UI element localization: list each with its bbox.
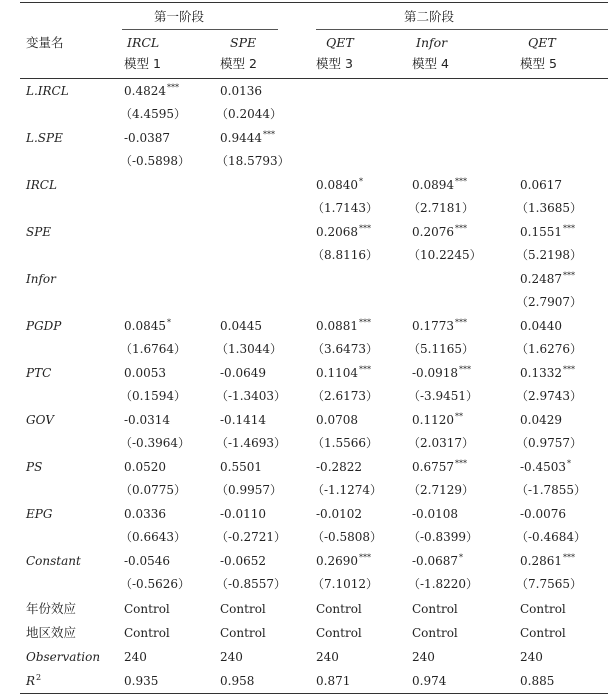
coefficient-cell: [316, 366, 371, 380]
coefficient-cell: [412, 178, 467, 192]
significance-stars: ***: [455, 177, 467, 186]
footer-row-label-text: 地区效应: [26, 625, 77, 640]
coefficient-cell: [520, 178, 562, 192]
coefficient-cell: [220, 366, 266, 380]
footer-row-label-text: 年份效应: [26, 601, 77, 616]
coefficient-value: 0.0845: [124, 319, 166, 333]
row-label: PS: [26, 460, 43, 474]
coefficient-value: 0.0617: [520, 178, 562, 192]
significance-stars: *: [459, 553, 464, 562]
t-stat-cell: （1.3685）: [516, 201, 582, 215]
coefficient-cell: [412, 413, 463, 427]
coefficient-value: -0.0314: [124, 413, 171, 427]
coefficient-cell: [220, 460, 262, 474]
footer-value-cell: Control: [412, 602, 458, 616]
row-label: Infor: [26, 272, 56, 286]
footer-value-cell: 240: [520, 650, 543, 664]
footer-value-cell: Control: [412, 626, 458, 640]
significance-stars: **: [455, 412, 463, 421]
coefficient-value: 0.1104: [316, 366, 358, 380]
t-stat-cell: （-3.9451）: [408, 389, 479, 403]
t-stat-cell: （7.1012）: [312, 577, 378, 591]
coefficient-cell: [412, 366, 471, 380]
footer-value-cell: Control: [220, 626, 266, 640]
significance-stars: ***: [455, 459, 467, 468]
dependent-var-header: SPE: [230, 35, 257, 50]
header-rule: [20, 78, 608, 79]
coefficient-value: -0.0108: [412, 507, 459, 521]
coefficient-cell: [520, 507, 566, 521]
t-stat-cell: （-0.2721）: [216, 530, 287, 544]
footer-value-cell: Control: [124, 602, 170, 616]
footer-row-label-text: R: [26, 674, 36, 688]
t-stat-cell: （0.2044）: [216, 107, 282, 121]
stage-second-underline: [316, 29, 608, 30]
t-stat-cell: （-0.3964）: [120, 436, 191, 450]
significance-stars: ***: [167, 83, 179, 92]
coefficient-value: -0.0076: [520, 507, 567, 521]
coefficient-value: 0.0336: [124, 507, 166, 521]
footer-value-cell: Control: [316, 602, 362, 616]
coefficient-value: -0.0649: [220, 366, 267, 380]
row-label: PGDP: [26, 319, 62, 333]
model-header: 模型 4: [412, 56, 449, 71]
coefficient-value: 0.0708: [316, 413, 358, 427]
t-stat-cell: （10.2245）: [408, 248, 482, 262]
dependent-var-header: QET: [528, 35, 556, 50]
row-label: PTC: [26, 366, 52, 380]
coefficient-cell: [124, 366, 166, 380]
footer-value-cell: 240: [316, 650, 339, 664]
row-label: GOV: [26, 413, 54, 427]
footer-value-cell: 0.974: [412, 674, 447, 688]
model-header: 模型 2: [220, 56, 257, 71]
coefficient-cell: [520, 272, 575, 286]
coefficient-value: 0.0894: [412, 178, 454, 192]
coefficient-cell: [220, 507, 266, 521]
row-label: EPG: [26, 507, 53, 521]
t-stat-cell: （-1.7855）: [516, 483, 587, 497]
t-stat-cell: （1.6764）: [120, 342, 186, 356]
t-stat-cell: （0.9757）: [516, 436, 582, 450]
coefficient-value: 0.1332: [520, 366, 562, 380]
coefficient-value: 0.1551: [520, 225, 562, 239]
footer-row-label-text: Observation: [26, 650, 101, 664]
coefficient-value: -0.1414: [220, 413, 267, 427]
stage-first-underline: [122, 29, 278, 30]
coefficient-value: 0.2690: [316, 554, 358, 568]
t-stat-cell: （-1.1274）: [312, 483, 383, 497]
coefficient-value: 0.0445: [220, 319, 262, 333]
significance-stars: ***: [263, 130, 275, 139]
footer-row-label: [26, 674, 41, 688]
t-stat-cell: （-0.5626）: [120, 577, 191, 591]
coefficient-value: -0.0652: [220, 554, 267, 568]
coefficient-cell: [220, 84, 262, 98]
row-label: SPE: [26, 225, 52, 239]
significance-stars: *: [167, 318, 171, 327]
footer-value-cell: Control: [220, 602, 266, 616]
coefficient-value: 0.2487: [520, 272, 562, 286]
t-stat-cell: （0.9957）: [216, 483, 282, 497]
coefficient-cell: [124, 131, 170, 145]
coefficient-value: -0.2822: [316, 460, 363, 474]
footer-value-cell: Control: [316, 626, 362, 640]
t-stat-cell: （1.7143）: [312, 201, 378, 215]
coefficient-cell: [220, 554, 266, 568]
t-stat-cell: （-1.4693）: [216, 436, 287, 450]
coefficient-cell: [124, 507, 166, 521]
significance-stars: ***: [455, 318, 467, 327]
t-stat-cell: （2.7907）: [516, 295, 582, 309]
coefficient-value: 0.1773: [412, 319, 454, 333]
coefficient-value: 0.5501: [220, 460, 262, 474]
significance-stars: ***: [359, 318, 371, 327]
coefficient-value: -0.4503: [520, 460, 567, 474]
coefficient-value: -0.0687: [412, 554, 459, 568]
significance-stars: ***: [359, 553, 371, 562]
significance-stars: ***: [459, 365, 472, 374]
table-top-rule: [20, 2, 608, 3]
footer-row-label: [26, 650, 100, 664]
t-stat-cell: （-0.8399）: [408, 530, 479, 544]
footer-row-label: [26, 602, 76, 616]
footer-value-cell: Control: [124, 626, 170, 640]
coefficient-value: 0.2861: [520, 554, 562, 568]
t-stat-cell: （18.5793）: [216, 154, 290, 168]
significance-stars: ***: [455, 224, 467, 233]
coefficient-cell: [316, 507, 362, 521]
t-stat-cell: （-0.8557）: [216, 577, 287, 591]
t-stat-cell: （3.6473）: [312, 342, 378, 356]
t-stat-cell: （0.6643）: [120, 530, 186, 544]
coefficient-cell: [316, 225, 371, 239]
coefficient-value: 0.0136: [220, 84, 262, 98]
coefficient-value: 0.0840: [316, 178, 358, 192]
footer-value-cell: Control: [520, 602, 566, 616]
t-stat-cell: （1.6276）: [516, 342, 582, 356]
coefficient-value: 0.0053: [124, 366, 166, 380]
coefficient-cell: [316, 178, 363, 192]
footer-value-cell: 240: [412, 650, 435, 664]
coefficient-cell: [412, 225, 467, 239]
model-header: 模型 3: [316, 56, 353, 71]
t-stat-cell: （0.0775）: [120, 483, 186, 497]
coefficient-value: 0.9444: [220, 131, 262, 145]
footer-row-label-sup: 2: [36, 673, 42, 682]
significance-stars: ***: [359, 365, 371, 374]
coefficient-value: -0.0102: [316, 507, 363, 521]
significance-stars: ***: [563, 224, 575, 233]
t-stat-cell: （1.5566）: [312, 436, 378, 450]
footer-row-label: [26, 626, 76, 640]
dependent-var-header: QET: [326, 35, 354, 50]
coefficient-value: 0.6757: [412, 460, 454, 474]
coefficient-value: -0.0110: [220, 507, 267, 521]
t-stat-cell: （-1.3403）: [216, 389, 287, 403]
dependent-var-header: Infor: [416, 35, 448, 50]
coefficient-value: -0.0918: [412, 366, 459, 380]
t-stat-cell: （-1.8220）: [408, 577, 479, 591]
dependent-var-header: IRCL: [127, 35, 160, 50]
coefficient-cell: [520, 319, 562, 333]
coefficient-cell: [316, 460, 362, 474]
footer-value-cell: 0.958: [220, 674, 255, 688]
t-stat-cell: （5.1165）: [408, 342, 474, 356]
coefficient-value: 0.0520: [124, 460, 166, 474]
variable-name-header: 变量名: [26, 35, 64, 50]
coefficient-cell: [124, 460, 166, 474]
coefficient-cell: [220, 131, 275, 145]
coefficient-value: 0.0440: [520, 319, 562, 333]
coefficient-cell: [124, 413, 170, 427]
t-stat-cell: （-0.4684）: [516, 530, 587, 544]
coefficient-cell: [412, 460, 467, 474]
coefficient-cell: [412, 319, 467, 333]
stage-first-label: 第一阶段: [154, 9, 205, 24]
coefficient-cell: [520, 554, 575, 568]
coefficient-value: -0.0546: [124, 554, 171, 568]
significance-stars: ***: [563, 271, 575, 280]
t-stat-cell: （-0.5808）: [312, 530, 383, 544]
footer-value-cell: Control: [520, 626, 566, 640]
significance-stars: ***: [563, 365, 575, 374]
coefficient-value: 0.0429: [520, 413, 562, 427]
stage-second-label: 第二阶段: [404, 9, 455, 24]
t-stat-cell: （4.4595）: [120, 107, 186, 121]
t-stat-cell: （2.7129）: [408, 483, 474, 497]
significance-stars: ***: [563, 553, 575, 562]
footer-value-cell: 240: [124, 650, 147, 664]
footer-value-cell: 0.871: [316, 674, 351, 688]
coefficient-value: 0.2068: [316, 225, 358, 239]
t-stat-cell: （5.2198）: [516, 248, 582, 262]
model-header: 模型 1: [124, 56, 161, 71]
coefficient-cell: [520, 366, 575, 380]
coefficient-cell: [412, 507, 458, 521]
coefficient-cell: [316, 554, 371, 568]
significance-stars: ***: [359, 224, 371, 233]
t-stat-cell: （7.7565）: [516, 577, 582, 591]
coefficient-value: 0.0881: [316, 319, 358, 333]
row-label: L.IRCL: [26, 84, 69, 98]
footer-value-cell: 0.885: [520, 674, 555, 688]
coefficient-cell: [412, 554, 463, 568]
model-header: 模型 5: [520, 56, 557, 71]
coefficient-cell: [520, 460, 571, 474]
coefficient-value: -0.0387: [124, 131, 171, 145]
table-bottom-rule: [20, 693, 608, 694]
coefficient-cell: [220, 319, 262, 333]
t-stat-cell: （2.9743）: [516, 389, 582, 403]
coefficient-cell: [316, 319, 371, 333]
footer-value-cell: 240: [220, 650, 243, 664]
t-stat-cell: （0.1594）: [120, 389, 186, 403]
significance-stars: *: [567, 459, 572, 468]
coefficient-value: 0.1120: [412, 413, 454, 427]
coefficient-cell: [520, 413, 562, 427]
t-stat-cell: （2.0317）: [408, 436, 474, 450]
coefficient-cell: [316, 413, 358, 427]
footer-value-cell: 0.935: [124, 674, 159, 688]
row-label: IRCL: [26, 178, 57, 192]
coefficient-value: 0.4824: [124, 84, 166, 98]
t-stat-cell: （-0.5898）: [120, 154, 191, 168]
t-stat-cell: （2.6173）: [312, 389, 378, 403]
row-label: L.SPE: [26, 131, 63, 145]
coefficient-cell: [220, 413, 266, 427]
coefficient-cell: [124, 319, 171, 333]
t-stat-cell: （8.8116）: [312, 248, 378, 262]
t-stat-cell: （1.3044）: [216, 342, 282, 356]
row-label: Constant: [26, 554, 81, 568]
coefficient-cell: [520, 225, 575, 239]
coefficient-cell: [124, 84, 179, 98]
significance-stars: *: [359, 177, 363, 186]
coefficient-cell: [124, 554, 170, 568]
t-stat-cell: （2.7181）: [408, 201, 474, 215]
coefficient-value: 0.2076: [412, 225, 454, 239]
